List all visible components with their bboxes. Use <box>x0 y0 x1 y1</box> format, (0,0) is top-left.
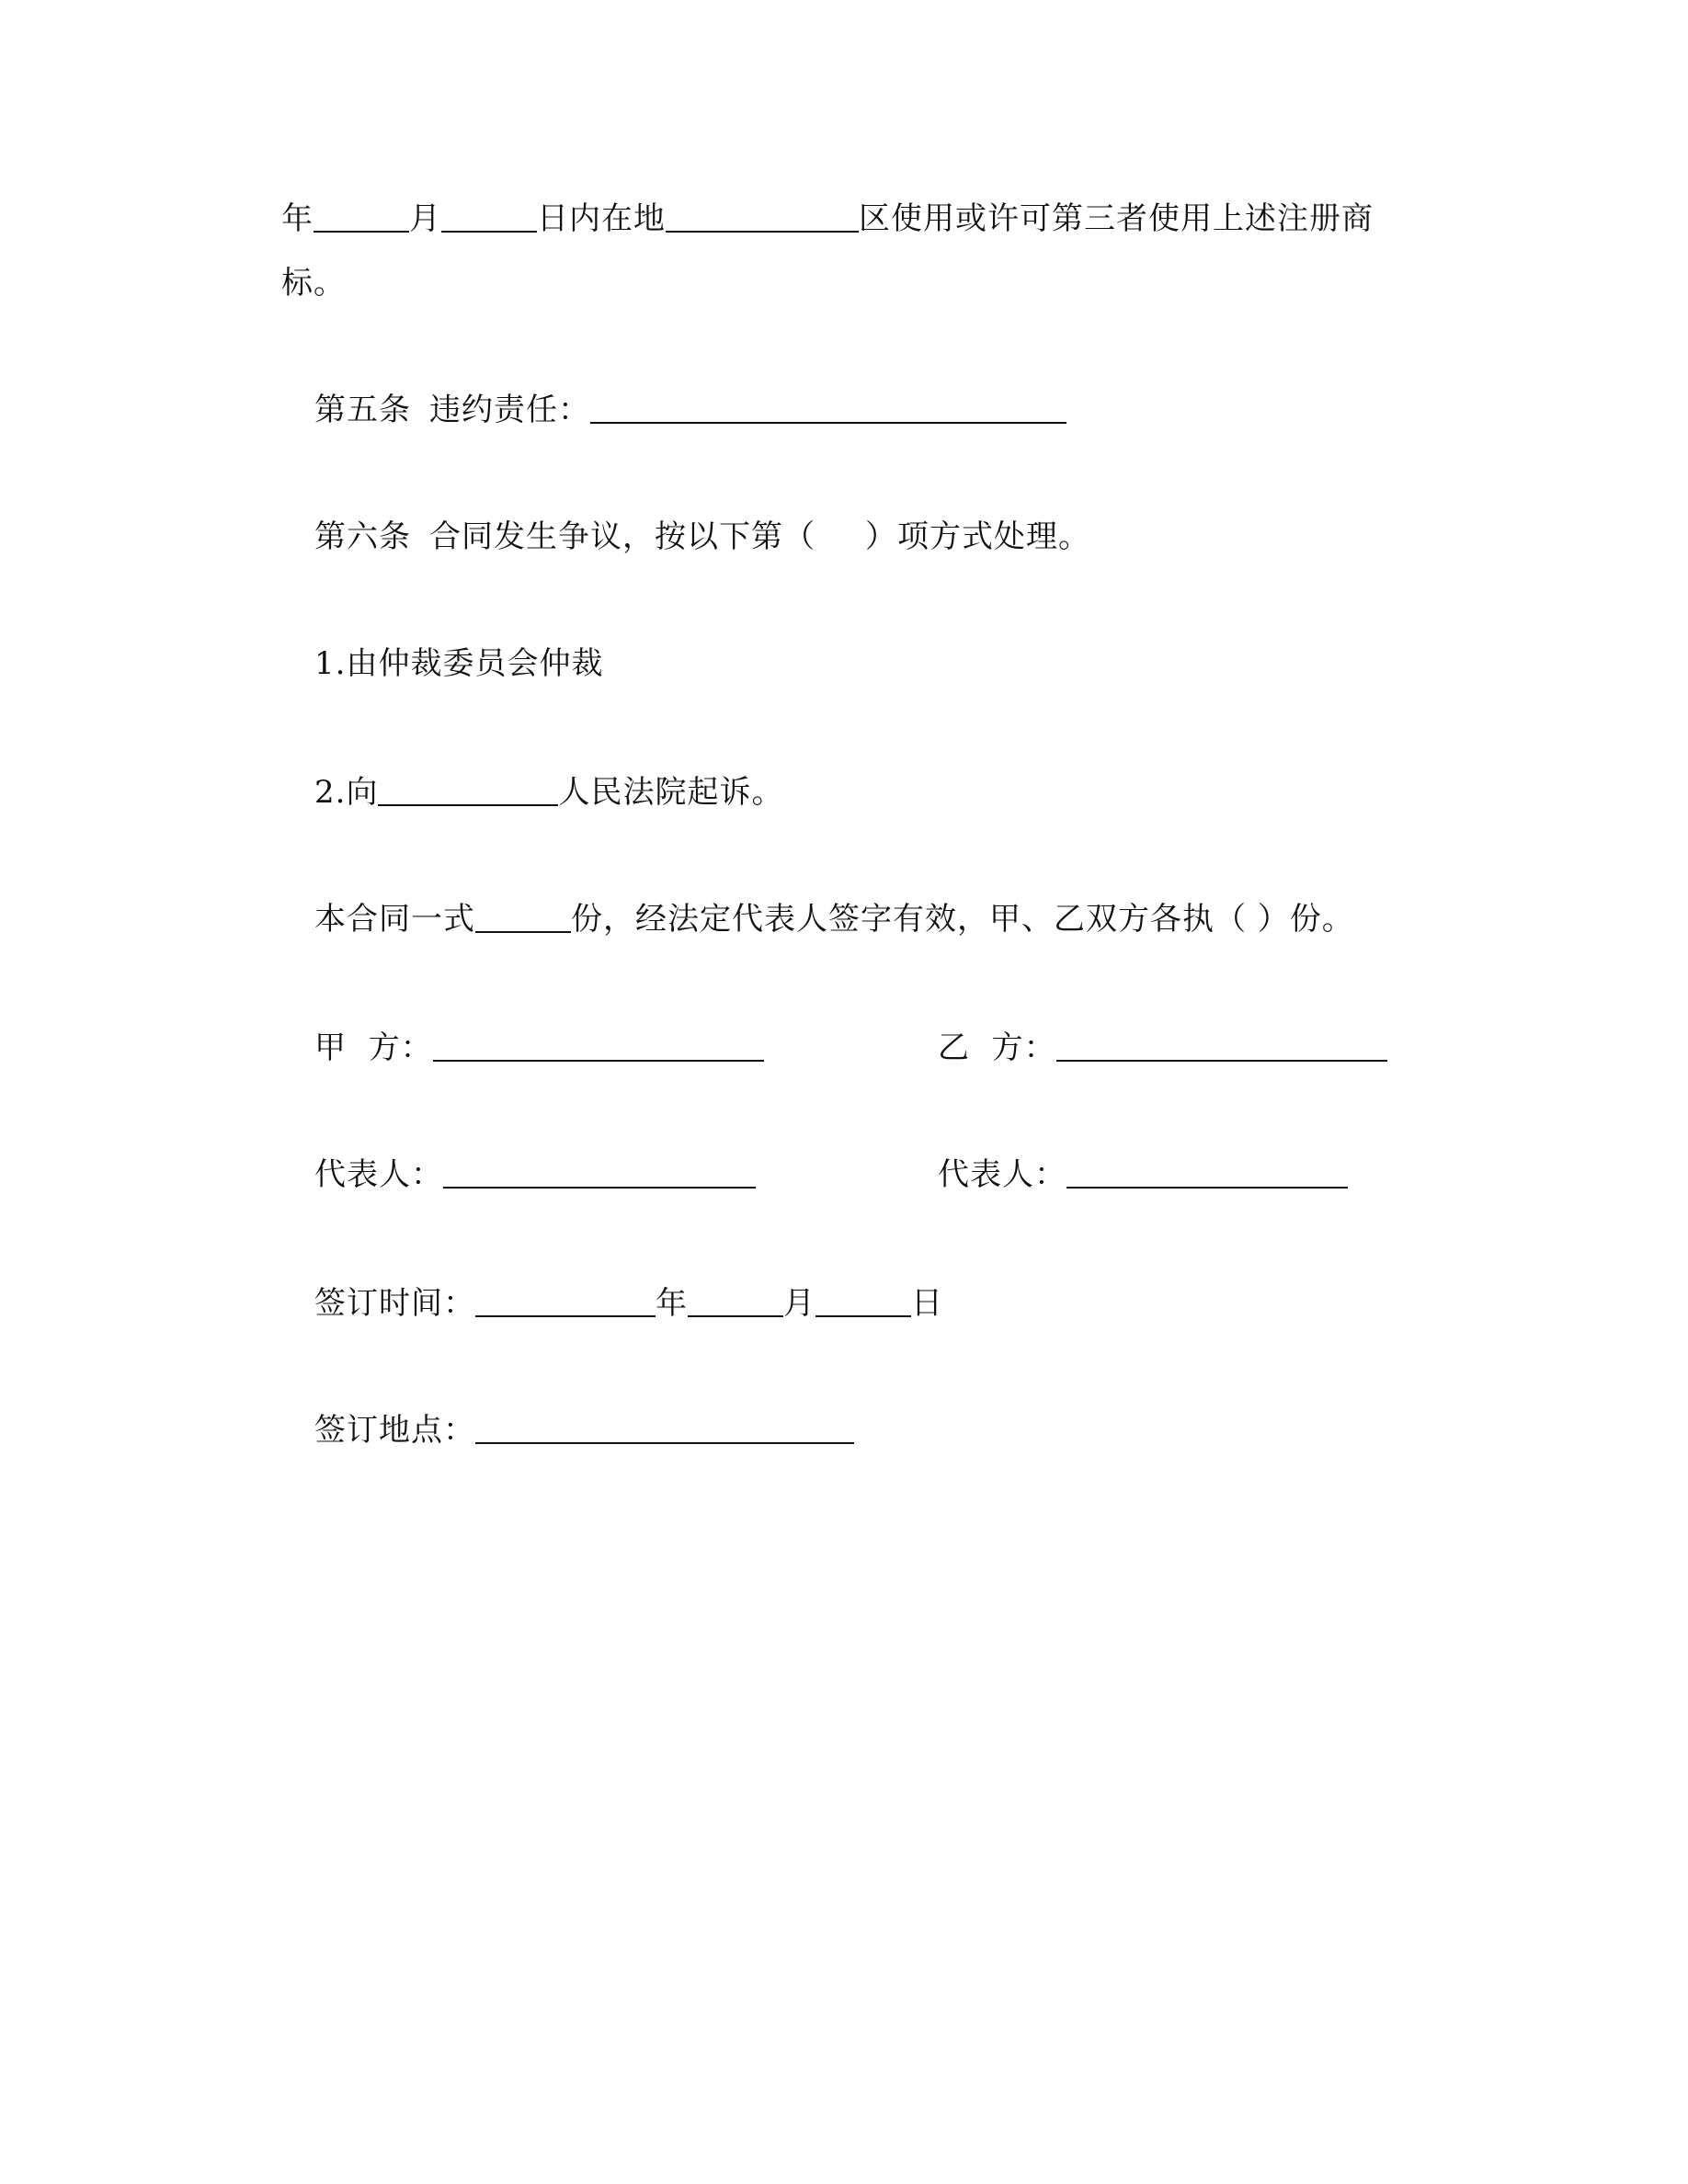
party-a-label: 甲 方： <box>314 1029 433 1066</box>
sign-month-blank[interactable] <box>688 1286 783 1317</box>
day-within-label: 日内在地 <box>537 200 666 237</box>
sign-place-blank[interactable] <box>475 1413 854 1444</box>
rep-b <box>938 1155 1348 1195</box>
rep-a <box>314 1155 756 1195</box>
sign-month-label: 月 <box>783 1285 815 1322</box>
sign-year-blank[interactable] <box>475 1286 656 1317</box>
sign-time-label: 签订时间： <box>314 1285 475 1322</box>
copies-prefix: 本合同一式 <box>314 901 475 938</box>
sign-day-blank[interactable] <box>815 1286 911 1317</box>
clause6-label: 第六条 <box>314 518 411 555</box>
party-b <box>938 1028 1387 1068</box>
clause4-line2 <box>281 263 346 303</box>
sign-place-label: 签订地点： <box>314 1412 475 1449</box>
clause6-text-after: ）项方式处理。 <box>865 518 1090 555</box>
party-b-blank[interactable] <box>1056 1030 1387 1062</box>
court-blank[interactable] <box>378 775 558 806</box>
option1-text: 1.由仲裁委员会仲裁 <box>314 645 604 682</box>
year-label: 年 <box>281 200 314 237</box>
copies-suffix: 份，经法定代表人签字有效，甲、乙双方各执（ ）份。 <box>571 901 1354 938</box>
month-label: 月 <box>409 200 441 237</box>
party-b-label: 乙 方： <box>938 1029 1056 1066</box>
clause4-end-text: 标。 <box>281 265 346 301</box>
rep-a-label: 代表人： <box>314 1156 443 1193</box>
year-blank[interactable] <box>314 201 409 233</box>
sign-place <box>314 1410 854 1450</box>
clause5 <box>314 390 1066 430</box>
rep-b-blank[interactable] <box>1066 1157 1348 1189</box>
option2 <box>314 772 783 813</box>
clause4-line1 <box>281 199 1374 239</box>
option2-suffix: 人民法院起诉。 <box>558 774 784 811</box>
sign-day-label: 日 <box>911 1285 943 1322</box>
clause5-label: 第五条 <box>314 392 411 428</box>
clause6 <box>314 517 1090 557</box>
option2-prefix: 2.向 <box>314 774 379 811</box>
copies-clause <box>314 899 1354 939</box>
rep-a-blank[interactable] <box>443 1157 756 1189</box>
clause6-text-before: 合同发生争议，按以下第（ <box>429 518 815 555</box>
rep-b-label: 代表人： <box>938 1156 1066 1193</box>
option1 <box>314 643 603 684</box>
sign-year-label: 年 <box>656 1285 688 1322</box>
liability-blank[interactable] <box>590 392 1066 424</box>
party-a <box>314 1028 764 1068</box>
party-a-blank[interactable] <box>433 1030 764 1062</box>
clause4-rest-text: 区使用或许可第三者使用上述注册商 <box>859 200 1374 237</box>
sign-time <box>314 1283 943 1324</box>
month-blank[interactable] <box>441 201 537 233</box>
clause5-text: 违约责任： <box>429 392 590 428</box>
copies-blank[interactable] <box>475 902 571 933</box>
region-blank[interactable] <box>666 201 859 233</box>
